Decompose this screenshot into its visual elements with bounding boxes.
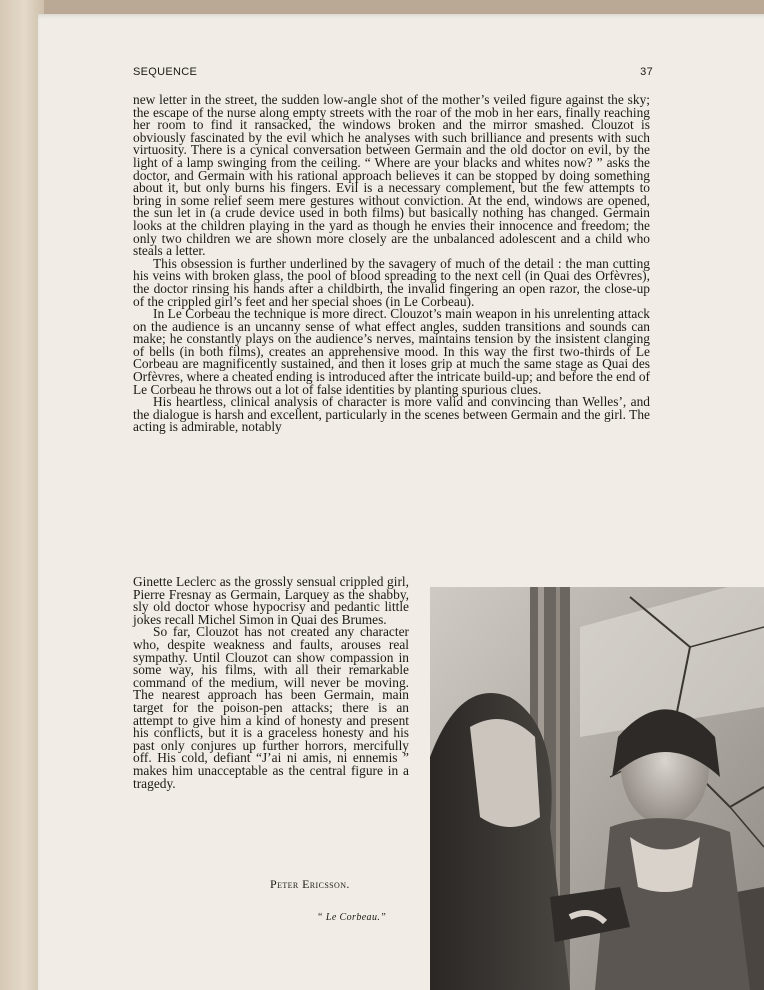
paragraph-4: His heartless, clinical analysis of character is more valid and convincing than Welles’, and the dialogue is harsh and excellent, particularly in the scenes between Germain and the girl. The acting is admirable, notably [133, 394, 650, 435]
paragraph-1: new letter in the street, the sudden low-angle shot of the mother’s veiled figure against the sky; the escape of the nurse along empty streets with the roar of the mob in her ears, finally reaching her room to find it ransacked, the windows broken and the mirror smashed. Clouzot is obviously fascinated by the evil which he analyses with such brilliance and presents with such virtuosity. There is a cynical conversation between Germain and the old doctor on evil, by the light of a lamp swinging from the ceiling. “ Where are your blacks and whites now? ” asks the doctor, and Germain with his rational approach believes it can be stopped by doing something about it, but only burns his fingers. Evil is a necessary complement, but the few attempts to bring in some relief seem mere gestures without conviction. At the end, windows are opened, the sun let in (a crude device used in both films) but basically nothing has changed. Germain looks at the children playing in the yard as though he envies their innocence and freedom; the only two children we are shown more closely are the unbalanced adolescent and a child who steals a letter. [133, 92, 650, 259]
paragraph-6: So far, Clouzot has not created any character who, despite weakness and faults, arouses real sympathy. Until Clouzot can show compassion in some way, his films, with all their remarkable command of the medium, will never be moving. The nearest approach has been Germain, main target for the poison-pen attacks; there is an attempt to give him a kind of honesty and present his conflicts, but it is a graceless honesty and his past only conjures up further horrors, mercifully off. His cold, defiant “J’ai ni amis, ni ennemis ” makes him unacceptable as the central figure in a tragedy. [133, 624, 409, 791]
paragraph-3: In Le Corbeau the technique is more direct. Clouzot’s main weapon in his unrelenting attack on the audience is an uncanny sense of what effect angles, sudden transitions and sounds can make; he constantly plays on the audience’s nerves, maintains tension by the insistent clanging of bells (in both films), creates an apprehensive mood. In this way the first two-thirds of Le Corbeau are magnificently sustained, and then it loses grip at much the same stage as Quai des Orfèvres, where a cheated ending is introduced after the intricate build-up; and before the end of Le Corbeau he throws out a lot of false identities by planting spurious clues. [133, 306, 650, 397]
photo-icon [430, 587, 764, 990]
running-head: SEQUENCE [133, 66, 198, 78]
film-still-photo [430, 587, 764, 990]
author-signature: Peter Ericsson. [270, 877, 350, 891]
paragraph-2: This obsession is further underlined by the savagery of much of the detail : the man cutting his veins with broken glass, the pool of blood spreading to the next cell (in Quai des Orfèvres), the doctor rinsing his hands after a childbirth, the invalid fingering an open razor, the close-up of the crippled girl’s feet and her special shoes (in Le Corbeau). [133, 255, 650, 309]
running-header [133, 66, 653, 78]
body-text-full-width [133, 94, 650, 434]
body-text-narrow-column [133, 576, 409, 790]
page-number: 37 [640, 66, 653, 78]
photo-caption: “ Le Corbeau.” [317, 912, 387, 923]
paragraph-5: Ginette Leclerc as the grossly sensual crippled girl, Pierre Fresnay as Germain, Larquey as the shabby, sly old doctor whose hypocrisy and pedantic little jokes recall Michel Simon in Quai des Brumes. [133, 574, 409, 627]
